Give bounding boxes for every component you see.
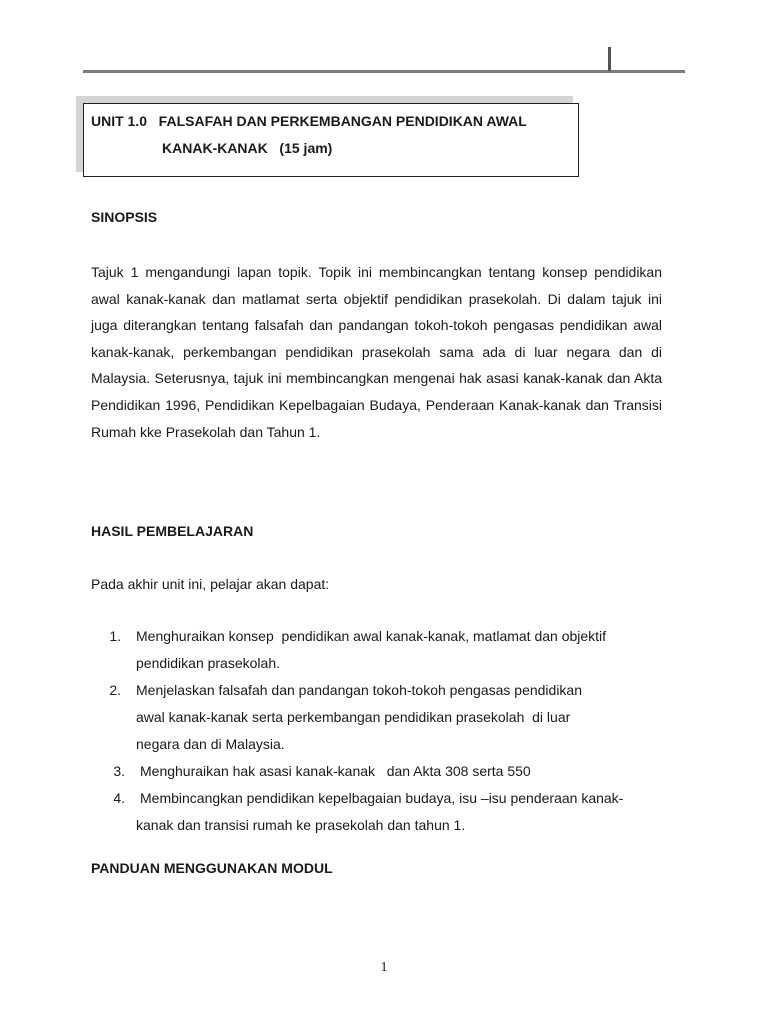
top-rule [83,70,685,73]
sinopsis-heading: SINOPSIS [91,209,158,225]
hasil-heading: HASIL PEMBELAJARAN [91,523,254,539]
unit-title-line-2: KANAK-KANAK (15 jam) [162,140,333,156]
list-item-text: Menjelaskan falsafah dan pandangan tokoh-tokoh pengasas pendidikan [136,682,583,698]
panduan-heading: PANDUAN MENGGUNAKAN MODUL [91,860,333,876]
list-item-number: 4. [113,790,125,806]
list-item-number: 1. [109,628,121,644]
list-item-number: 3. [113,763,125,779]
page-number: 1 [380,960,388,975]
list-item-text: Menghuraikan hak asasi kanak-kanak dan Akta 308 serta 550 [140,763,531,779]
top-tick-mark [608,47,611,71]
list-item-text: Menghuraikan konsep pendidikan awal kanak-kanak, matlamat dan objektif [136,628,607,644]
list-item-text: awal kanak-kanak serta perkembangan pendidikan prasekolah di luar [136,709,571,725]
list-item-text: pendidikan prasekolah. [136,655,280,671]
hasil-intro: Pada akhir unit ini, pelajar akan dapat: [91,576,330,592]
unit-title-box [83,103,579,177]
list-item-text: kanak dan transisi rumah ke prasekolah dan tahun 1. [136,817,466,833]
list-item-text: Membincangkan pendidikan kepelbagaian budaya, isu –isu penderaan kanak- [140,790,624,806]
sinopsis-paragraph: Tajuk 1 mengandungi lapan topik. Topik ini membincangkan tentang konsep pendidikan awal kanak-kanak dan matlamat serta objektif pendidikan prasekolah. Di dalam tajuk ini juga diterangkan tentang falsafah dan pandangan tokoh-tokoh pengasas pendidikan awal kanak-kanak, perkembangan pendidikan prasekolah sama ada di luar negara dan di Malaysia. Seterusnya, tajuk ini membincangkan mengenai hak asasi kanak-kanak dan Akta Pendidikan 1996, Pendidikan Kepelbagaian Budaya, Penderaan Kanak-kanak dan Transisi Rumah kke Prasekolah dan Tahun 1. [91,264,662,440]
list-item-text: negara dan di Malaysia. [136,736,285,752]
list-item-number: 2. [109,682,121,698]
unit-title-line-1: UNIT 1.0 FALSAFAH DAN PERKEMBANGAN PENDIDIKAN AWAL [91,113,527,129]
